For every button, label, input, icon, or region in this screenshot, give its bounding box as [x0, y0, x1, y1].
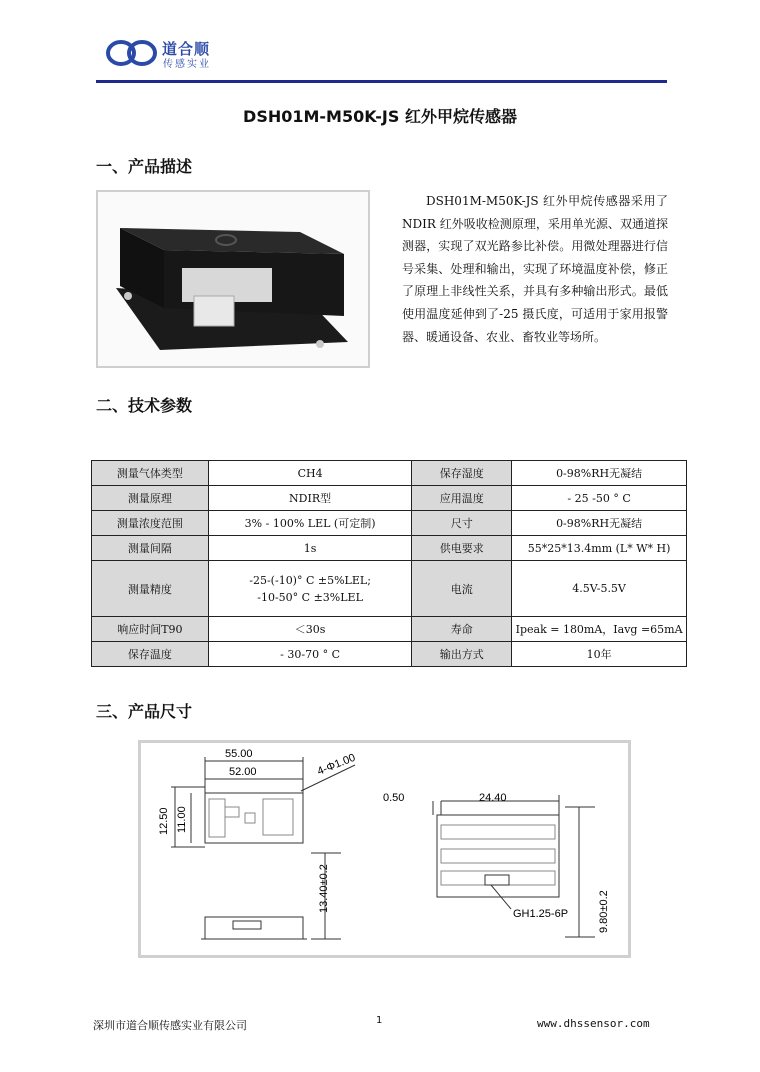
table-cell: 供电要求 [412, 536, 512, 561]
table-row [92, 617, 687, 642]
table-cell: 电流 [412, 561, 512, 617]
table-row [92, 642, 687, 667]
table-cell: 测量精度 [92, 561, 209, 617]
dim-24-40: 24.40 [479, 792, 507, 804]
table-cell: - 25 -50 ° C [512, 486, 687, 511]
dimension-drawing [138, 740, 631, 958]
table-cell: 10年 [512, 642, 687, 667]
table-cell: 0-98%RH无凝结 [512, 461, 687, 486]
table-row [92, 561, 687, 617]
description-paragraph: DSH01M-M50K-JS 红外甲烷传感器采用了NDIR 红外吸收检测原理，采用单光源、双通道探测器，实现了双光路参比补偿。用微处理器进行信号采集、处理和输出，实现了环境温度补偿，修正了原理上非线性关系，并具有多种输出形式。最低使用温度延伸到了-25 摄氏度，可适用于家用报警器、暖通设备、农业、畜牧业等场所。 [402, 194, 668, 344]
table-cell: 测量气体类型 [92, 461, 209, 486]
accuracy-line-1: -25-(-10)° C ±5%LEL; [249, 573, 371, 587]
footer-website: www.dhssensor.com [537, 1017, 650, 1030]
section-heading-description: 一、产品描述 [96, 157, 193, 176]
product-photo [96, 190, 370, 368]
table-cell: Ipeak = 180mA，Iavg =65mA [512, 617, 687, 642]
logo-subtitle: 传感实业 [163, 59, 211, 70]
dim-55: 55.00 [225, 748, 253, 760]
table-cell: 响应时间T90 [92, 617, 209, 642]
header-rule [96, 80, 667, 83]
dim-13-40: 13.40±0.2 [318, 864, 330, 913]
spec-table [91, 460, 687, 667]
table-cell: 测量浓度范围 [92, 511, 209, 536]
table-cell: 55*25*13.4mm (L* W* H) [512, 536, 687, 561]
dim-9-80: 9.80±0.2 [598, 890, 610, 933]
table-cell: 尺寸 [412, 511, 512, 536]
table-cell: 测量间隔 [92, 536, 209, 561]
section-heading-parameters: 二、技术参数 [96, 396, 193, 415]
table-cell: CH4 [208, 461, 412, 486]
table-cell [208, 561, 412, 617]
footer-company: 深圳市道合顺传感实业有限公司 [93, 1019, 247, 1032]
connector-label: GH1.25-6P [513, 908, 569, 920]
table-cell: 测量原理 [92, 486, 209, 511]
sensor-photo-icon [98, 192, 368, 366]
table-cell: ＜30s [208, 617, 412, 642]
table-row [92, 461, 687, 486]
table-cell: 3% - 100% LEL (可定制) [208, 511, 412, 536]
table-row [92, 536, 687, 561]
table-cell: 0-98%RH无凝结 [512, 511, 687, 536]
table-cell: 寿命 [412, 617, 512, 642]
dim-0-50: 0.50 [383, 792, 405, 804]
table-cell: 1s [208, 536, 412, 561]
dim-52: 52.00 [229, 766, 257, 778]
dim-12-50: 12.50 [158, 807, 170, 835]
table-row [92, 511, 687, 536]
table-cell: 保存湿度 [412, 461, 512, 486]
table-cell: 应用温度 [412, 486, 512, 511]
accuracy-line-2: -10-50° C ±3%LEL [257, 590, 363, 604]
product-description [402, 190, 668, 348]
dim-11-00: 11.00 [176, 806, 188, 833]
document-title: DSH01M-M50K-JS 红外甲烷传感器 [243, 107, 517, 126]
page-number: 1 [376, 1015, 383, 1026]
table-cell: 保存温度 [92, 642, 209, 667]
table-row [92, 486, 687, 511]
table-cell: 4.5V-5.5V [512, 561, 687, 617]
logo-name: 道合顺 [162, 40, 211, 58]
section-heading-dimensions: 三、产品尺寸 [96, 702, 193, 721]
dim-hole: 4-Φ1.00 [315, 751, 358, 778]
table-cell: 输出方式 [412, 642, 512, 667]
drawing-svg [141, 743, 628, 955]
table-cell: - 30-70 ° C [208, 642, 412, 667]
table-cell: NDIR型 [208, 486, 412, 511]
